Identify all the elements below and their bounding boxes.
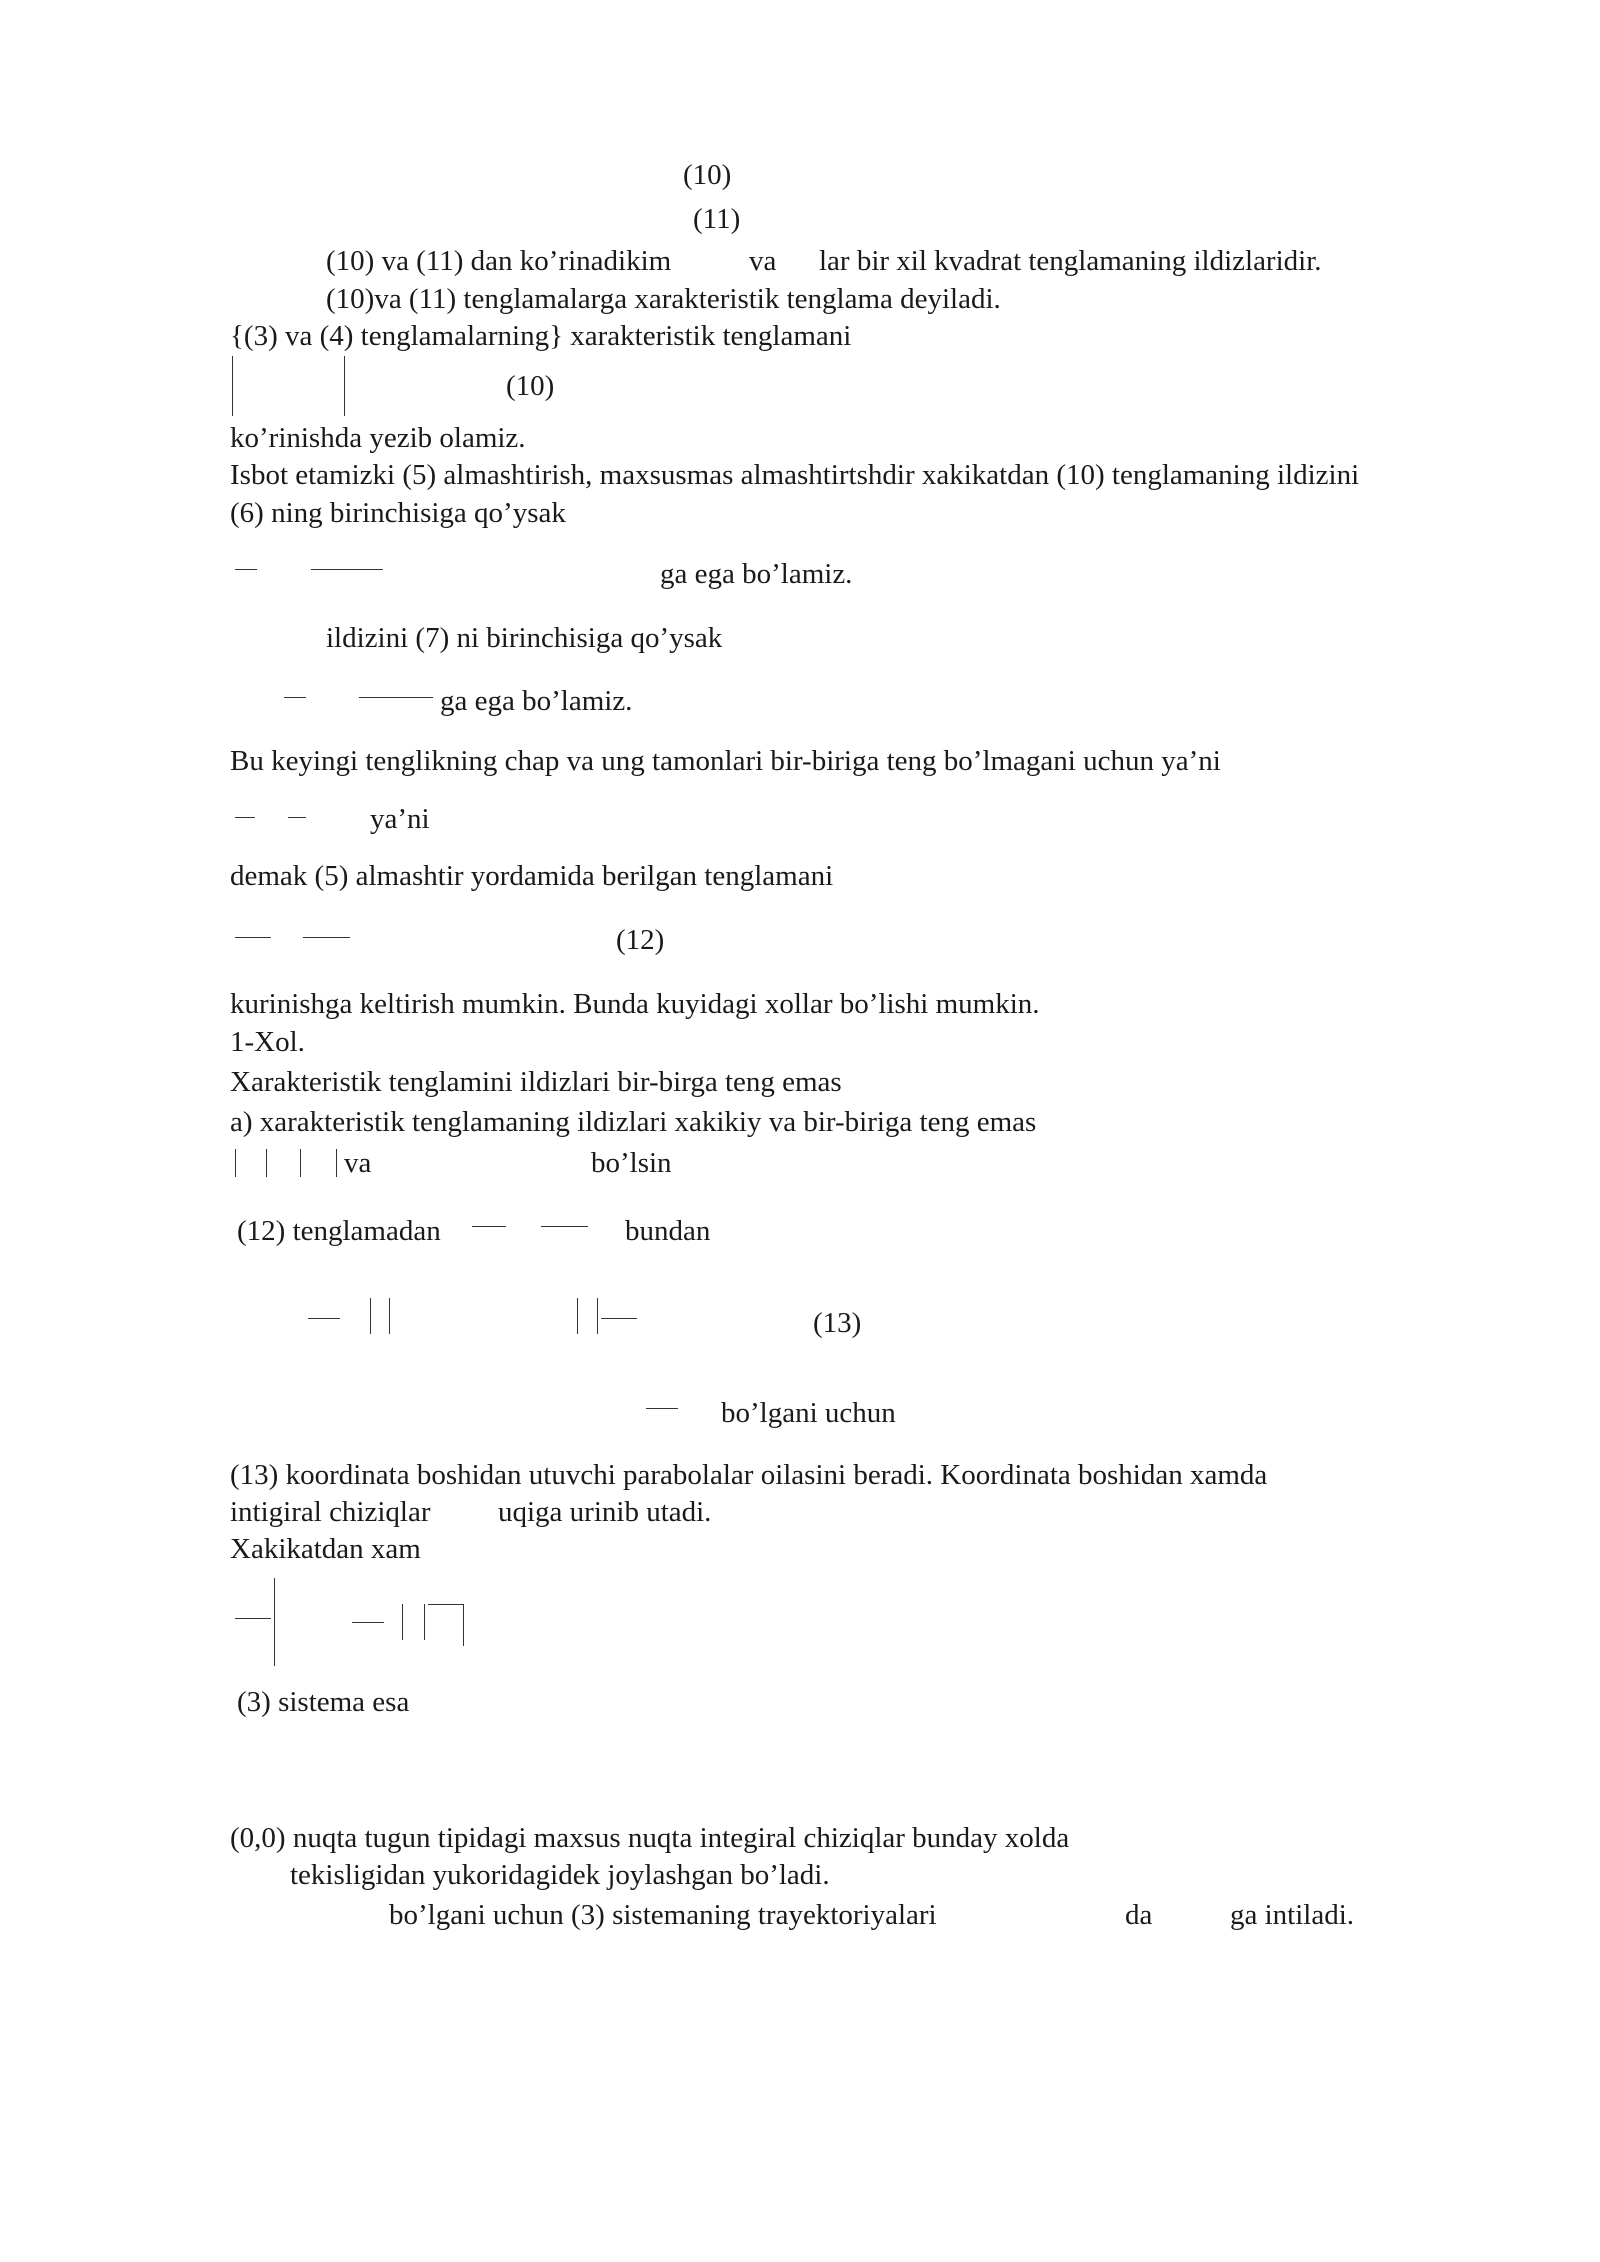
fraction-bar xyxy=(428,1604,463,1605)
eq-number-13: (13) xyxy=(813,1307,862,1339)
fraction-bar xyxy=(308,1318,340,1319)
eq-number-10: (10) xyxy=(506,370,555,402)
paragraph-text: a) xarakteristik tenglamaning ildizlari xakikiy va bir-biriga teng emas xyxy=(230,1106,1037,1138)
fraction-bar xyxy=(359,697,433,698)
paragraph-text: va xyxy=(344,1147,372,1179)
fraction-bar xyxy=(303,937,350,938)
abs-bar xyxy=(597,1298,598,1334)
fraction-bar xyxy=(352,1622,384,1623)
paragraph-text: uqiga urinib utadi. xyxy=(498,1496,712,1528)
fraction-bar xyxy=(472,1226,506,1227)
paragraph-text: lar bir xil kvadrat tenglamaning ildizlaridir. xyxy=(819,245,1322,277)
paragraph-text: kurinishga keltirish mumkin. Bunda kuyidagi xollar bo’lishi mumkin. xyxy=(230,988,1040,1020)
fraction-bar xyxy=(235,937,271,938)
abs-bar xyxy=(336,1149,337,1177)
abs-bar xyxy=(300,1149,301,1177)
determinant-bar xyxy=(232,356,233,416)
eq-number-12: (12) xyxy=(616,924,665,956)
paragraph-text: bo’lgani uchun (3) sistemaning trayektoriyalari xyxy=(389,1899,937,1931)
paragraph-text: (3) sistema esa xyxy=(237,1686,410,1718)
paragraph-text: (12) tenglamadan xyxy=(237,1215,441,1247)
paragraph-text: (10)va (11) tenglamalarga xarakteristik tenglama deyiladi. xyxy=(326,283,1001,315)
paragraph-text: va xyxy=(749,245,777,277)
paragraph-text: (13) koordinata boshidan utuvchi parabolalar oilasini beradi. Koordinata boshidan xamda xyxy=(230,1459,1268,1491)
abs-bar xyxy=(424,1604,425,1640)
paragraph-text: Xarakteristik tenglamini ildizlari bir-birga teng emas xyxy=(230,1066,842,1098)
paragraph-text: tekisligidan yukoridagidek joylashgan bo’ladi. xyxy=(290,1859,830,1891)
eq-number-10-top: (10) xyxy=(683,159,732,191)
fraction-bar xyxy=(311,569,383,570)
paragraph-text: (10) va (11) dan ko’rinadikim xyxy=(326,245,672,277)
section-heading: 1-Xol. xyxy=(230,1026,305,1058)
abs-bar xyxy=(235,1149,236,1177)
paragraph-text: {(3) va (4) tenglamalarning} xarakteristik tenglamani xyxy=(230,320,852,352)
paragraph-text: ya’ni xyxy=(370,803,430,835)
determinant-bar xyxy=(344,356,345,416)
paragraph-text: ga ega bo’lamiz. xyxy=(440,685,633,717)
abs-bar xyxy=(463,1604,464,1646)
paragraph-text: bundan xyxy=(625,1215,711,1247)
paragraph-text: Xakikatdan xam xyxy=(230,1533,421,1565)
eq-number-11-top: (11) xyxy=(693,203,741,235)
fraction-bar xyxy=(284,697,306,698)
fraction-bar xyxy=(601,1318,637,1319)
paragraph-text: ga intiladi. xyxy=(1230,1899,1355,1931)
paragraph-text: (6) ning birinchisiga qo’ysak xyxy=(230,497,566,529)
abs-bar xyxy=(402,1604,403,1640)
abs-bar xyxy=(577,1298,578,1334)
abs-bar xyxy=(389,1298,390,1334)
fraction-bar xyxy=(235,1618,271,1619)
bracket-bar xyxy=(274,1578,275,1666)
paragraph-text: da xyxy=(1125,1899,1153,1931)
paragraph-text: Bu keyingi tenglikning chap va ung tamonlari bir-biriga teng bo’lmagani uchun ya’ni xyxy=(230,745,1221,777)
paragraph-text: demak (5) almashtir yordamida berilgan tenglamani xyxy=(230,860,834,892)
fraction-bar xyxy=(541,1226,588,1227)
fraction-bar xyxy=(235,569,257,570)
paragraph-text: bo’lsin xyxy=(591,1147,672,1179)
fraction-bar xyxy=(235,817,255,818)
paragraph-text: ko’rinishda yezib olamiz. xyxy=(230,422,526,454)
paragraph-text: bo’lgani uchun xyxy=(721,1397,896,1429)
fraction-bar xyxy=(288,817,306,818)
paragraph-text: ildizini (7) ni birinchisiga qo’ysak xyxy=(326,622,723,654)
paragraph-text: ga ega bo’lamiz. xyxy=(660,558,853,590)
abs-bar xyxy=(266,1149,267,1177)
paragraph-text: Isbot etamizki (5) almashtirish, maxsusmas almashtirtshdir xakikatdan (10) tenglamaning ildizini xyxy=(230,459,1360,491)
paragraph-text: (0,0) nuqta tugun tipidagi maxsus nuqta integiral chiziqlar bunday xolda xyxy=(230,1822,1070,1854)
abs-bar xyxy=(370,1298,371,1334)
paragraph-text: intigiral chiziqlar xyxy=(230,1496,431,1528)
fraction-bar xyxy=(646,1408,678,1409)
